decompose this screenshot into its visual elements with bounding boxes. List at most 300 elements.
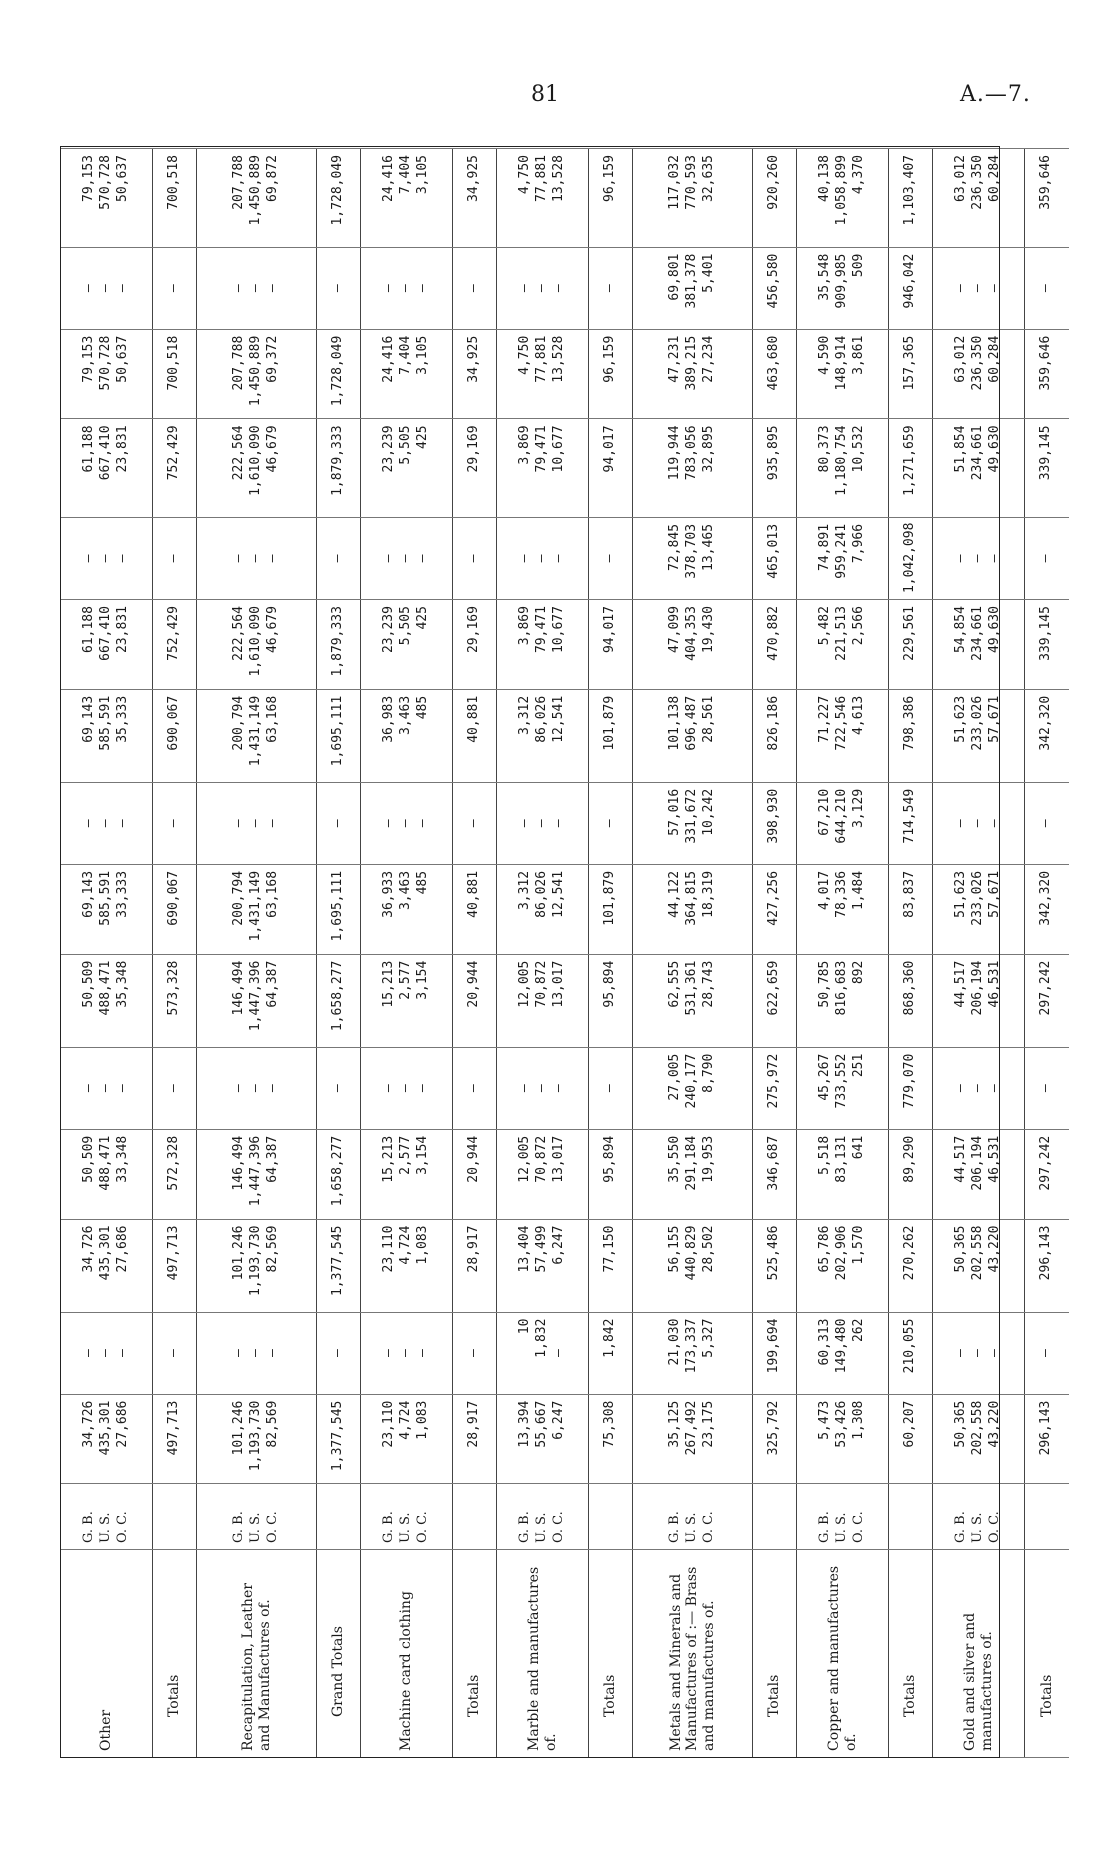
cell-value: 57,499 (534, 1225, 550, 1273)
value-cell (753, 329, 797, 419)
cell-value: 779,070 (902, 1053, 918, 1109)
cell-value: 262 (850, 1318, 866, 1343)
value-cell (589, 689, 633, 782)
cell-value: 909,985 (834, 253, 850, 309)
cell-value: 570,728 (98, 335, 114, 391)
rotated-table-container (60, 148, 1055, 1758)
value-cell (153, 247, 197, 329)
cell-value: 36,933 (381, 870, 397, 918)
cell-value: 101,879 (602, 695, 618, 751)
value-cell (497, 1394, 589, 1484)
value-cell (889, 419, 933, 518)
country-code: U. S. (970, 1512, 986, 1544)
value-cell (497, 517, 589, 599)
cell-value: 149,480 (834, 1318, 850, 1374)
cell-value: 34,726 (81, 1400, 97, 1448)
country-code: G. B. (231, 1511, 247, 1544)
cell-value: 94,017 (602, 425, 618, 473)
value-cell (61, 419, 153, 518)
cell-value: 13,017 (550, 1135, 566, 1183)
cell-value: — (517, 819, 533, 828)
cell-value: 60,313 (817, 1318, 833, 1366)
value-cell (1025, 689, 1069, 782)
cell-value: 1,447,396 (248, 1135, 264, 1207)
cell-value: — (466, 819, 482, 828)
cell-value: 1,308 (850, 1400, 866, 1440)
cell-value: 722,546 (834, 695, 850, 751)
cell-value: 28,743 (700, 960, 716, 1008)
cell-value: 463,680 (766, 335, 782, 391)
cell-value: 10,677 (550, 606, 566, 654)
value-cell (933, 419, 1025, 518)
value-cell (317, 600, 361, 690)
cell-value: — (550, 1084, 566, 1093)
cell-value: 80,373 (817, 425, 833, 473)
cell-value: — (550, 819, 566, 828)
cell-value: 40,881 (466, 870, 482, 918)
value-cell (361, 600, 453, 690)
value-cell (153, 954, 197, 1047)
value-cell (197, 864, 317, 954)
cell-value: 210,055 (902, 1318, 918, 1374)
value-cell (317, 1219, 361, 1312)
table-row (197, 149, 317, 1758)
cell-value: 69,143 (81, 870, 97, 918)
value-cell (317, 782, 361, 864)
cell-value: — (248, 1349, 264, 1357)
cell-value: 5,518 (817, 1135, 833, 1175)
cell-value: 40,881 (466, 695, 482, 743)
value-cell (317, 1394, 361, 1484)
row-label: Totals (153, 1550, 197, 1758)
cell-value: 456,580 (766, 253, 782, 309)
cell-value: 270,262 (902, 1225, 918, 1281)
cell-value: 488,471 (98, 1135, 114, 1191)
cell-value: — (381, 1349, 397, 1357)
cell-value: 8,790 (700, 1053, 716, 1093)
cell-value: 275,972 (766, 1053, 782, 1109)
cell-value: 1,879,333 (330, 606, 346, 677)
cell-value: — (986, 819, 1002, 828)
cell-value: 1,193,730 (248, 1400, 264, 1472)
cell-value: 95,894 (602, 1135, 618, 1183)
value-cell (589, 329, 633, 419)
cell-value: 146,494 (231, 960, 247, 1016)
value-cell (889, 1394, 933, 1484)
cell-value: 2,577 (398, 960, 414, 1000)
cell-value: — (98, 819, 114, 828)
value-cell (61, 782, 153, 864)
cell-value: 7,404 (398, 155, 414, 195)
cell-value: 46,531 (986, 960, 1002, 1008)
cell-value: 95,894 (602, 960, 618, 1008)
cell-value: — (534, 819, 550, 828)
value-cell (633, 782, 753, 864)
cell-value: 339,145 (1038, 606, 1054, 661)
cell-value: 1,695,111 (330, 695, 346, 767)
value-cell (797, 864, 889, 954)
cell-value: 86,026 (534, 870, 550, 918)
value-cell (1025, 1219, 1069, 1312)
cell-value: 13,528 (550, 155, 566, 202)
country-codes (797, 1484, 889, 1550)
value-cell (497, 954, 589, 1047)
cell-value: 199,694 (766, 1318, 782, 1374)
value-cell (797, 517, 889, 599)
cell-value: 573,328 (166, 960, 182, 1016)
value-cell (497, 419, 589, 518)
cell-value: 19,430 (700, 606, 716, 654)
value-cell (753, 954, 797, 1047)
cell-value: 94,017 (602, 606, 618, 654)
country-codes (361, 1484, 453, 1550)
table-row-totals (453, 149, 497, 1758)
cell-value: 67,210 (817, 788, 833, 836)
value-cell (889, 954, 933, 1047)
row-label: Metals and Minerals and Manufactures of :— Brass and manufactures of. (633, 1550, 753, 1758)
row-label: Marble and manufactures of. (497, 1550, 589, 1758)
cell-value: — (114, 819, 130, 828)
cell-value: 7,966 (850, 523, 866, 564)
cell-value: 700,518 (166, 155, 182, 210)
cell-value: — (381, 1084, 397, 1093)
cell-value: — (81, 1349, 97, 1357)
cell-value: 15,213 (381, 1135, 397, 1183)
cell-value: 297,242 (1038, 1135, 1054, 1191)
cell-value: 51,623 (953, 870, 969, 918)
cell-value: 23,110 (381, 1400, 397, 1448)
cell-value: — (381, 554, 397, 563)
cell-value: 425 (414, 425, 430, 449)
cell-value: 236,350 (970, 335, 986, 391)
cell-value: — (986, 554, 1002, 563)
cell-value: 35,550 (667, 1135, 683, 1183)
value-cell (497, 689, 589, 782)
cell-value: 296,143 (1038, 1225, 1054, 1281)
value-cell (317, 419, 361, 518)
value-cell (453, 954, 497, 1047)
value-cell (797, 689, 889, 782)
cell-value: 79,471 (534, 425, 550, 473)
value-cell (317, 954, 361, 1047)
cell-value: — (264, 819, 280, 828)
cell-value: 816,683 (834, 960, 850, 1016)
cell-value: 50,637 (114, 335, 130, 383)
value-cell (317, 247, 361, 329)
cell-value: 920,260 (766, 155, 782, 210)
cell-value: 202,558 (970, 1400, 986, 1456)
value-cell (153, 1312, 197, 1394)
cell-value: 700,518 (166, 335, 182, 391)
cell-value: — (231, 554, 247, 563)
value-cell (933, 782, 1025, 864)
cell-value: — (414, 819, 430, 828)
value-cell (753, 782, 797, 864)
value-cell (453, 517, 497, 599)
cell-value: 5,401 (700, 253, 716, 293)
value-cell (61, 1394, 153, 1484)
value-cell (1025, 1394, 1069, 1484)
value-cell (317, 1312, 361, 1394)
value-cell (933, 329, 1025, 419)
value-cell (453, 1047, 497, 1129)
cell-value: 585,591 (98, 695, 114, 751)
cell-value: 50,637 (114, 155, 130, 202)
value-cell (753, 1219, 797, 1312)
cell-value: 3,869 (517, 425, 533, 465)
cell-value: 27,686 (114, 1225, 130, 1273)
cell-value: 488,471 (98, 960, 114, 1016)
value-cell (197, 149, 317, 248)
cell-value: 43,220 (986, 1225, 1002, 1273)
table-row-totals (153, 149, 197, 1758)
cell-value: — (81, 554, 97, 563)
cell-value: 49,630 (986, 425, 1002, 473)
value-cell (453, 149, 497, 248)
cell-value: 70,872 (534, 1135, 550, 1183)
cell-value: — (98, 284, 114, 293)
cell-value: 71,227 (817, 695, 833, 743)
cell-value: — (166, 1084, 182, 1093)
cell-value: 13,394 (517, 1400, 533, 1448)
value-cell (317, 1047, 361, 1129)
value-cell (453, 600, 497, 690)
value-cell (633, 1394, 753, 1484)
cell-value: 50,365 (953, 1225, 969, 1273)
value-cell (753, 149, 797, 248)
value-cell (589, 1129, 633, 1219)
cell-value: 96,159 (602, 335, 618, 383)
value-cell (453, 419, 497, 518)
value-cell (361, 864, 453, 954)
value-cell (589, 1047, 633, 1129)
cell-value: 381,378 (684, 253, 700, 309)
value-cell (589, 1312, 633, 1394)
cell-value: — (953, 284, 969, 293)
value-cell (153, 1394, 197, 1484)
cell-value: — (398, 554, 414, 563)
value-cell (933, 689, 1025, 782)
cell-value: 43,220 (986, 1400, 1002, 1448)
cell-value: 6,247 (550, 1400, 566, 1440)
cell-value: 378,703 (684, 523, 700, 579)
value-cell (753, 1394, 797, 1484)
country-code: O. C. (114, 1511, 130, 1544)
cell-value: 5,505 (398, 425, 414, 465)
cell-value: 40,138 (817, 155, 833, 202)
cell-value: 425 (414, 606, 430, 630)
cell-value: 207,788 (231, 335, 247, 391)
value-cell (497, 864, 589, 954)
country-code: O. C. (414, 1511, 430, 1544)
cell-value: 339,145 (1038, 425, 1054, 481)
country-code: U. S. (398, 1512, 414, 1544)
value-cell (153, 689, 197, 782)
cell-value: 32,635 (700, 155, 716, 202)
cell-value: — (231, 284, 247, 293)
cell-value: 497,713 (166, 1400, 182, 1456)
value-cell (497, 1047, 589, 1129)
cell-value: 3,869 (517, 606, 533, 646)
value-cell (933, 1047, 1025, 1129)
cell-value: — (534, 1084, 550, 1093)
cell-value: 202,558 (970, 1225, 986, 1281)
cell-value: 34,726 (81, 1225, 97, 1273)
table-row (933, 149, 1025, 1758)
cell-value: — (414, 554, 430, 563)
cell-value: 44,122 (667, 870, 683, 918)
value-cell (753, 689, 797, 782)
cell-value: 49,630 (986, 606, 1002, 654)
cell-value: — (330, 284, 346, 293)
cell-value: — (330, 554, 346, 563)
value-cell (61, 1312, 153, 1394)
cell-value: 435,301 (98, 1400, 114, 1456)
cell-value: 69,872 (264, 155, 280, 202)
value-cell (589, 149, 633, 248)
country-code: U. S. (834, 1512, 850, 1544)
table-body (61, 149, 1069, 1758)
cell-value: 15,213 (381, 960, 397, 1008)
cell-value: 44,517 (953, 1135, 969, 1183)
cell-value: 1,377,545 (330, 1400, 346, 1472)
cell-value: 4,017 (817, 870, 833, 911)
cell-value: — (1038, 1349, 1054, 1357)
value-cell (889, 1047, 933, 1129)
cell-value: 3,861 (850, 335, 866, 375)
cell-value: — (602, 284, 618, 293)
value-cell (589, 1219, 633, 1312)
cell-value: 47,099 (667, 606, 683, 654)
cell-value: 1,610,090 (248, 425, 264, 496)
cell-value: 61,188 (81, 425, 97, 473)
cell-value: — (231, 819, 247, 828)
cell-value: 470,882 (766, 606, 782, 661)
cell-value: 33,333 (114, 870, 130, 918)
cell-value: — (114, 554, 130, 563)
cell-value: 50,365 (953, 1400, 969, 1448)
cell-value: — (98, 1349, 114, 1357)
cell-value: 1,103,407 (902, 155, 918, 226)
cell-value: 82,569 (264, 1225, 280, 1273)
value-cell (153, 600, 197, 690)
cell-value: 23,831 (114, 425, 130, 473)
value-cell (361, 782, 453, 864)
cell-value: 783,056 (684, 425, 700, 481)
cell-value: — (550, 284, 566, 293)
cell-value: 1,271,659 (902, 425, 918, 496)
value-cell (153, 419, 197, 518)
cell-value: 53,426 (834, 1400, 850, 1448)
value-cell (61, 149, 153, 248)
cell-value: 359,646 (1038, 155, 1054, 210)
cell-value: 77,150 (602, 1225, 618, 1273)
value-cell (797, 954, 889, 1047)
cell-value: 46,679 (264, 425, 280, 473)
country-codes (753, 1484, 797, 1550)
cell-value: 3,105 (414, 155, 430, 195)
cell-value: 12,541 (550, 870, 566, 918)
cell-value: 364,815 (684, 870, 700, 926)
value-cell (753, 1312, 797, 1394)
value-cell (753, 864, 797, 954)
cell-value: 4,750 (517, 335, 533, 375)
cell-value: 868,360 (902, 960, 918, 1016)
country-code: U. S. (98, 1512, 114, 1544)
cell-value: 696,487 (684, 695, 700, 751)
cell-value: — (98, 554, 114, 563)
value-cell (197, 419, 317, 518)
cell-value: — (114, 1349, 130, 1357)
cell-value: 35,125 (667, 1400, 683, 1448)
trade-statistics-table (60, 148, 1069, 1758)
value-cell (753, 1129, 797, 1219)
cell-value: 69,372 (264, 335, 280, 383)
cell-value: 57,016 (667, 788, 683, 836)
cell-value: 1,658,277 (330, 1135, 346, 1207)
country-code: O. C. (264, 1511, 280, 1544)
row-label: Machine card clothing (361, 1550, 453, 1758)
value-cell (633, 954, 753, 1047)
value-cell (1025, 329, 1069, 419)
cell-value: 267,492 (684, 1400, 700, 1456)
cell-value: — (414, 1349, 430, 1357)
value-cell (197, 954, 317, 1047)
cell-value: — (466, 1084, 482, 1093)
cell-value: 24,416 (381, 155, 397, 202)
cell-value: — (534, 554, 550, 563)
value-cell (1025, 517, 1069, 599)
cell-value: 572,328 (166, 1135, 182, 1191)
value-cell (361, 1219, 453, 1312)
cell-value: 752,429 (166, 425, 182, 481)
country-code: G. B. (381, 1511, 397, 1544)
cell-value: 69,143 (81, 695, 97, 743)
value-cell (61, 1129, 153, 1219)
cell-value: — (953, 1349, 969, 1357)
value-cell (197, 1047, 317, 1129)
cell-value: 35,333 (114, 695, 130, 743)
cell-value: — (953, 819, 969, 828)
value-cell (153, 329, 197, 419)
cell-value: 51,623 (953, 695, 969, 743)
value-cell (197, 329, 317, 419)
value-cell (497, 329, 589, 419)
value-cell (589, 864, 633, 954)
value-cell (317, 689, 361, 782)
value-cell (889, 1219, 933, 1312)
cell-value: 82,569 (264, 1400, 280, 1448)
value-cell (889, 149, 933, 248)
cell-value: 83,131 (834, 1135, 850, 1183)
cell-value: 5,505 (398, 606, 414, 646)
country-codes (61, 1484, 153, 1550)
value-cell (497, 1219, 589, 1312)
value-cell (361, 954, 453, 1047)
value-cell (197, 689, 317, 782)
cell-value: — (1038, 554, 1054, 563)
value-cell (633, 419, 753, 518)
country-code: O. C. (550, 1511, 566, 1544)
cell-value: 32,895 (700, 425, 716, 473)
value-cell (797, 247, 889, 329)
value-cell (153, 149, 197, 248)
value-cell (317, 1129, 361, 1219)
value-cell (61, 1219, 153, 1312)
cell-value: — (970, 1084, 986, 1093)
cell-value: — (550, 1349, 566, 1357)
cell-value: 4,724 (398, 1400, 414, 1440)
